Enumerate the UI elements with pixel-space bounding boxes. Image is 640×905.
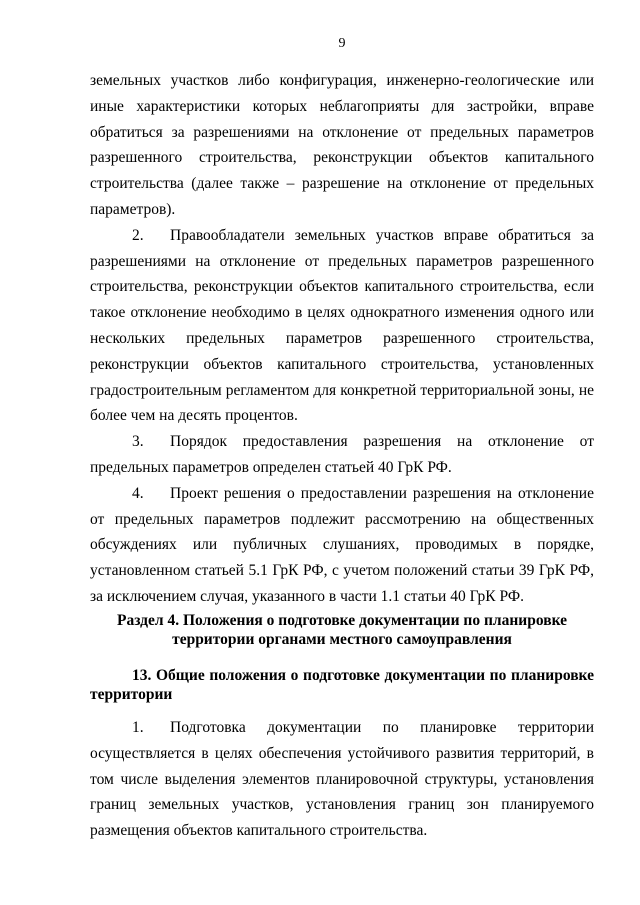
paragraph-text: Правообладатели земельных участков вправе обратиться за разрешениями на отклонение от предельных параметров разрешенного строительства, реконструкции объектов капитального строительства, если такое отклонение необходимо в целях однократного изменения одного или нескольких предельных параметров разрешенного строительства, реконструкции объектов капитального строительства, установленных градостроительным регламентом для конкретной территориальной зоны, не более чем на десять процентов. [90, 226, 594, 425]
paragraph-text: Подготовка документации по планировке территории осуществляется в целях обеспечения устойчивого развития территорий, в том числе выделения элементов планировочной структуры, установления границ земельных участков, установления границ зон планируемого размещения объектов капитального строительства. [90, 719, 594, 840]
paragraph-item-3 [90, 429, 594, 481]
paragraph-number: 1. [132, 719, 144, 736]
section-heading-line-2: территории органами местного самоуправления [172, 631, 512, 648]
paragraph-number: 4. [132, 484, 144, 502]
document-body [90, 68, 594, 610]
article-heading: 13. Общие положения о подготовке документации по планировке территории [90, 667, 594, 703]
page-number: 9 [338, 36, 346, 51]
section-heading [90, 611, 594, 649]
section-heading-line-1: Раздел 4. Положения о подготовке документации по планировке [116, 612, 567, 629]
paragraph-number: 3. [132, 433, 144, 451]
paragraph-text: Порядок предоставления разрешения на отклонение от предельных параметров определен статьей 40 ГрК РФ. [90, 433, 594, 476]
paragraph-item-2 [90, 223, 594, 429]
article-body [90, 715, 594, 844]
paragraph-continuation: земельных участков либо конфигурация, инженерно-геологические или иные характеристики которых неблагоприяты для застройки, вправе обратиться за разрешениями на отклонение от предельных параметров разрешенного строительства, реконструкции объектов капитального строительства (далее также – разрешение на отклонение от предельных параметров). [90, 72, 594, 218]
paragraph-text: Проект решения о предоставлении разрешения на отклонение от предельных параметров подлежит рассмотрению на общественных обсуждениях или публичных слушаниях, проводимых в порядке, установленном статьей 5.1 ГрК РФ, с учетом положений статьи 39 ГрК РФ, за исключением случая, указанного в части 1.1 статьи 40 ГрК РФ. [90, 484, 594, 605]
paragraph-item-4 [90, 481, 594, 610]
article-paragraph-item-1 [90, 715, 594, 844]
paragraph-number: 2. [132, 226, 144, 244]
